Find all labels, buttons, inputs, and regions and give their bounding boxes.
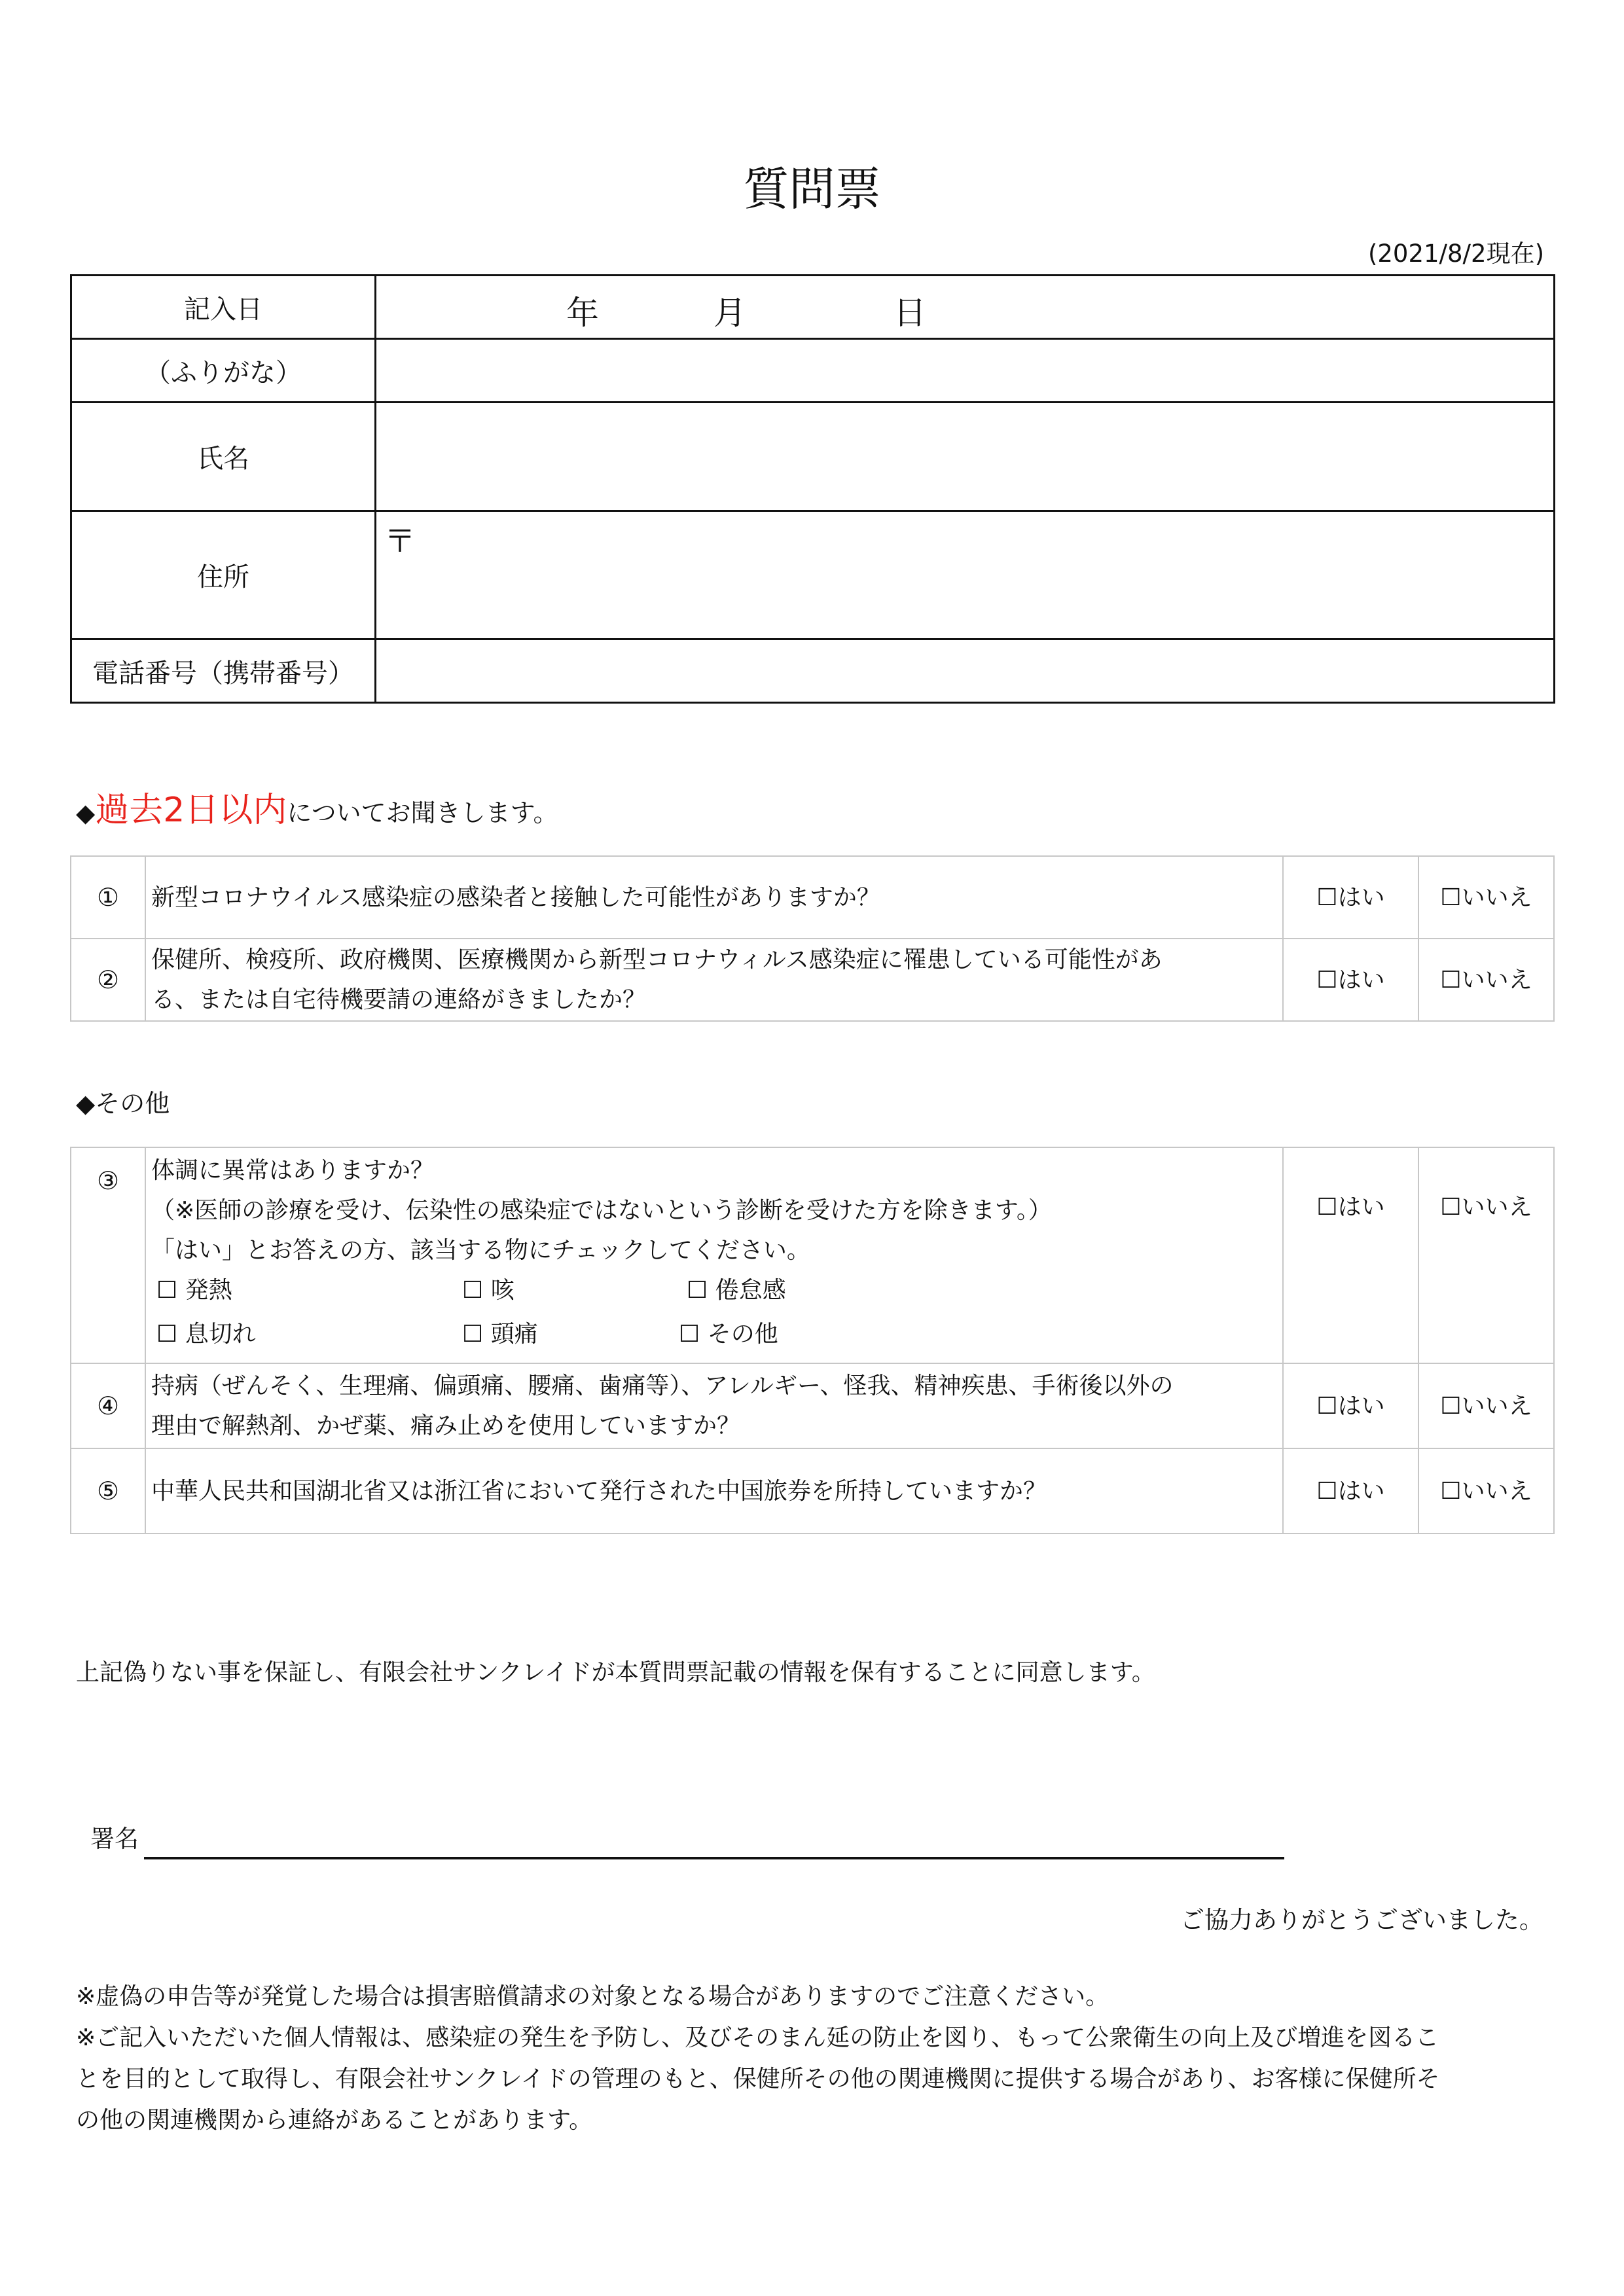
furigana-field[interactable] — [376, 339, 1555, 403]
month-unit: 月 — [713, 294, 746, 332]
signature-line[interactable] — [144, 1857, 1284, 1859]
address-field[interactable] — [376, 511, 1555, 639]
no-checkbox[interactable]: ☐いいえ — [1418, 1147, 1554, 1363]
date-row — [71, 276, 1555, 339]
address-row — [71, 511, 1555, 639]
question-line: る、または自宅待機要請の連絡がきましたか？ — [151, 986, 647, 1013]
no-checkbox[interactable]: ☐いいえ — [1418, 939, 1554, 1021]
question-row-1 — [71, 856, 1554, 939]
question-text — [145, 1363, 1283, 1448]
as-of-date: (2021/8/2現在) — [1367, 240, 1544, 268]
question-line: 体調に異常はありますか？ — [151, 1157, 435, 1184]
day-unit: 日 — [893, 294, 926, 332]
symptom-fever-checkbox[interactable]: ☐ 発熱 — [156, 1277, 232, 1304]
question-table-2 — [70, 1147, 1555, 1534]
yes-checkbox[interactable]: ☐はい — [1283, 1448, 1418, 1534]
date-label: 記入日 — [71, 276, 376, 339]
address-label: 住所 — [71, 511, 376, 639]
yes-checkbox[interactable]: ☐はい — [1283, 939, 1418, 1021]
phone-row — [71, 639, 1555, 703]
question-line: 中華人民共和国湖北省又は浙江省において発行された中国旅券を所持していますか？ — [151, 1477, 1047, 1505]
section1-suffix: についてお聞きします。 — [287, 798, 558, 827]
question-number: ③ — [71, 1147, 145, 1363]
signature-label: 署名 — [90, 1825, 139, 1853]
question-number: ④ — [71, 1363, 145, 1448]
section1-highlight: 過去2日以内 — [95, 791, 287, 830]
question-line: 保健所、検疫所、政府機関、医療機関から新型コロナウィルス感染症に罹患している可能性があ — [151, 946, 1163, 973]
symptom-row — [151, 1270, 1276, 1314]
furigana-row — [71, 339, 1555, 403]
question-line: 「はい」とお答えの方、該当する物にチェックしてください。 — [151, 1237, 810, 1264]
page-title: 質問票 — [743, 162, 881, 216]
yes-checkbox[interactable]: ☐はい — [1283, 856, 1418, 939]
notes — [76, 1976, 1549, 2141]
question-row-2 — [71, 939, 1554, 1021]
symptom-row — [151, 1314, 1276, 1358]
question-number: ② — [71, 939, 145, 1021]
question-number: ⑤ — [71, 1448, 145, 1534]
question-text — [145, 939, 1283, 1021]
name-row — [71, 403, 1555, 511]
question-line: （※医師の診療を受け、伝染性の感染症ではないという診断を受けた方を除きます。） — [151, 1197, 1052, 1224]
diamond-bullet: ◆ — [76, 798, 96, 827]
section2-heading: ◆その他 — [76, 1089, 170, 1118]
question-line: 持病（ぜんそく、生理痛、偏頭痛、腰痛、歯痛等）、アレルギー、怪我、精神疾患、手術後以外の — [151, 1372, 1174, 1399]
no-checkbox[interactable]: ☐いいえ — [1418, 1363, 1554, 1448]
phone-field[interactable] — [376, 639, 1555, 703]
postal-mark: 〒 — [384, 523, 416, 560]
question-line: 理由で解熱剤、かぜ薬、痛み止めを使用していますか？ — [151, 1412, 741, 1439]
question-text — [145, 1147, 1283, 1363]
name-field[interactable] — [376, 403, 1555, 511]
note-line: ※虚偽の申告等が発覚した場合は損害賠償請求の対象となる場合がありますのでご注意ください。 — [76, 1983, 1110, 2010]
question-row-3 — [71, 1147, 1554, 1363]
symptom-headache-checkbox[interactable]: ☐ 頭痛 — [462, 1321, 538, 1348]
question-line: 新型コロナウイルス感染症の感染者と接触した可能性がありますか？ — [151, 884, 880, 911]
year-unit: 年 — [566, 294, 599, 332]
phone-label: 電話番号（携帯番号） — [71, 639, 376, 703]
symptom-fatigue-checkbox[interactable]: ☐ 倦怠感 — [687, 1277, 786, 1304]
symptom-cough-checkbox[interactable]: ☐ 咳 — [462, 1277, 514, 1304]
note-line: の他の関連機関から連絡があることがあります。 — [76, 2107, 593, 2134]
no-checkbox[interactable]: ☐いいえ — [1418, 1448, 1554, 1534]
yes-checkbox[interactable]: ☐はい — [1283, 1363, 1418, 1448]
question-text — [145, 1448, 1283, 1534]
question-table-1 — [70, 855, 1555, 1022]
personal-info-table — [70, 274, 1555, 704]
date-field[interactable] — [376, 276, 1555, 339]
furigana-label: （ふりがな） — [71, 339, 376, 403]
name-label: 氏名 — [71, 403, 376, 511]
section1-heading — [76, 791, 558, 833]
no-checkbox[interactable]: ☐いいえ — [1418, 856, 1554, 939]
question-number: ① — [71, 856, 145, 939]
question-text — [145, 856, 1283, 939]
note-line: ※ご記入いただいた個人情報は、感染症の発生を予防し、及びそのまん延の防止を図り、もって公衆衛生の向上及び増進を図るこ — [76, 2024, 1439, 2051]
thanks-message: ご協力ありがとうございました。 — [1180, 1906, 1543, 1934]
note-line: とを目的として取得し、有限会社サンクレイドの管理のもと、保健所その他の関連機関に提供する場合があり、お客様に保健所そ — [76, 2066, 1440, 2092]
consent-statement: 上記偽りない事を保証し、有限会社サンクレイドが本質問票記載の情報を保有することに同意します。 — [76, 1659, 1155, 1686]
yes-checkbox[interactable]: ☐はい — [1283, 1147, 1418, 1363]
question-row-4 — [71, 1363, 1554, 1448]
symptom-breath-checkbox[interactable]: ☐ 息切れ — [156, 1321, 256, 1348]
symptom-other-checkbox[interactable]: ☐ その他 — [679, 1321, 778, 1348]
question-row-5 — [71, 1448, 1554, 1534]
